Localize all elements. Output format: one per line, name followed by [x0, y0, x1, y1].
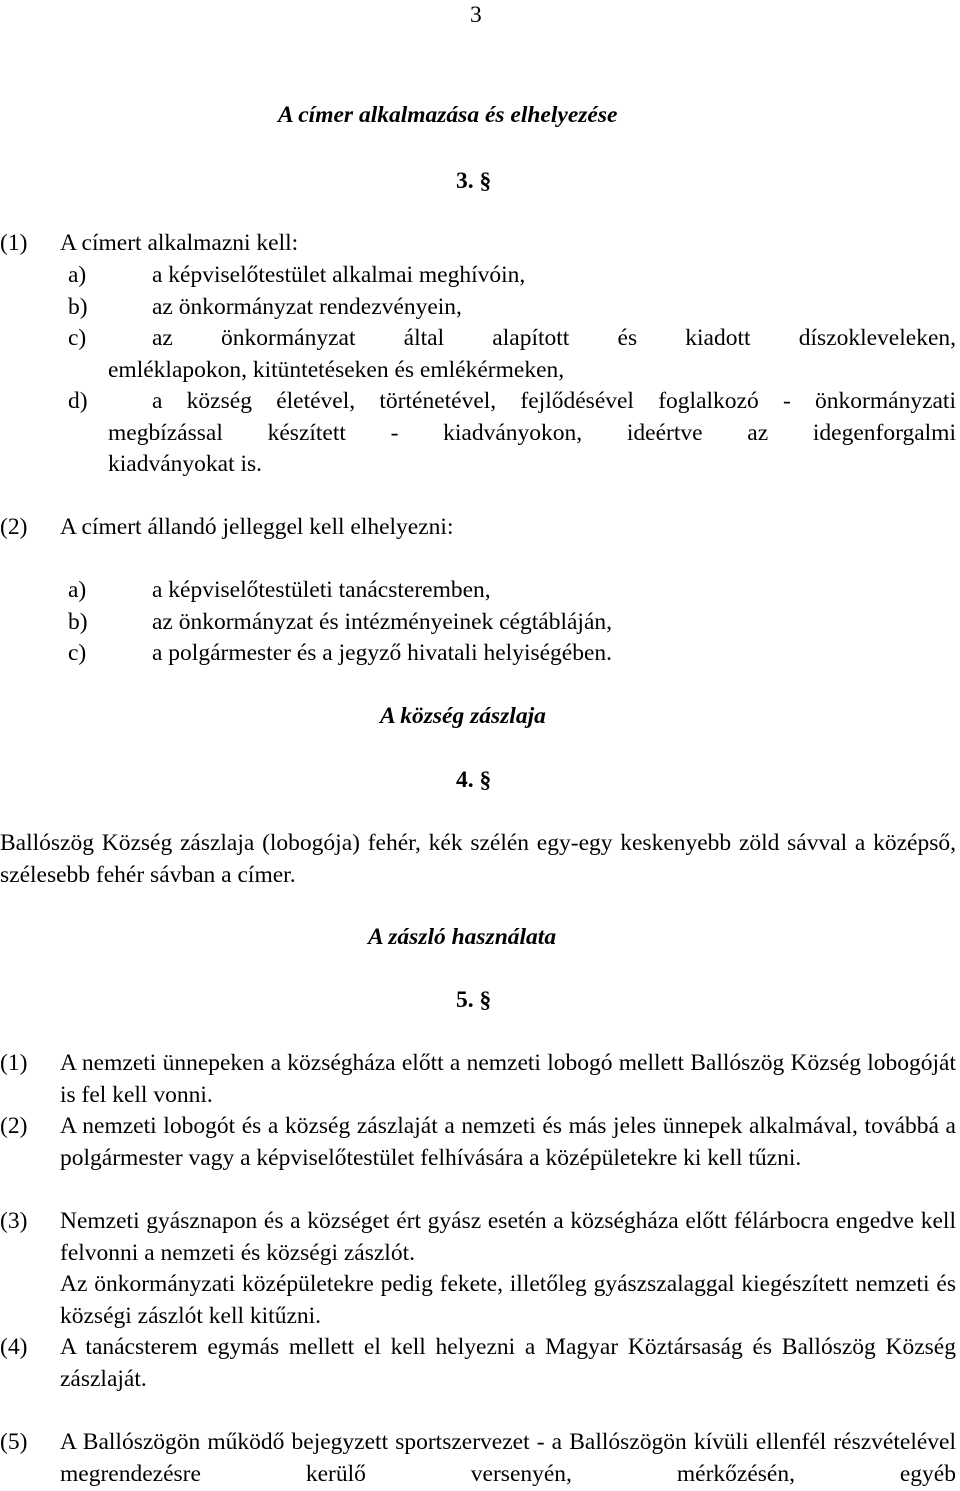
list-text-continuation: kiadványokat is. [108, 451, 263, 477]
heading-cimer: A címer alkalmazása és elhelyezése [278, 102, 618, 128]
paragraph-number: (4) [0, 1334, 28, 1360]
list-text: az önkormányzat által alapított és kiadott díszokleveleken, [152, 325, 956, 351]
list-letter: a) [68, 577, 87, 603]
list-text: az önkormányzat és intézményeinek cégtábláján, [152, 609, 612, 635]
section-5-title: 5. § [456, 987, 492, 1013]
paragraph-number: (2) [0, 1113, 28, 1139]
paragraph-number: (3) [0, 1208, 28, 1234]
paragraph-number: (1) [0, 1050, 28, 1076]
paragraph-number: (5) [0, 1429, 28, 1455]
paragraph-intro: A címert állandó jelleggel kell elhelyezni: [60, 514, 454, 540]
list-letter: d) [68, 388, 88, 414]
list-letter: b) [68, 294, 88, 320]
heading-zaszlo-hasznalata: A zászló használata [368, 924, 557, 950]
paragraph-number: (1) [0, 230, 28, 256]
list-letter: c) [68, 640, 87, 666]
list-text-continuation: megbízással készített - kiadványokon, ideértve az idegenforgalmi [108, 420, 956, 446]
list-text: a képviselőtestületi tanácsteremben, [152, 577, 491, 603]
list-letter: b) [68, 609, 88, 635]
paragraph-text: A nemzeti lobogót és a község zászlaját a nemzeti és más jeles ünnepek alkalmával, továbbá a polgármester vagy a képviselőtestület felhívására a középületekre ki kell tűzni. [60, 1113, 956, 1171]
section-3-title: 3. § [456, 168, 492, 194]
paragraph-text: A nemzeti ünnepeken a községháza előtt a nemzeti lobogó mellett Ballószög Község lobogóját is fel kell vonni. [60, 1050, 956, 1108]
page-number: 3 [470, 2, 482, 28]
list-text: a község életével, történetével, fejlődésével foglalkozó - önkormányzati [152, 388, 956, 414]
list-text: a képviselőtestület alkalmai meghívóin, [152, 262, 526, 288]
paragraph-text: A Ballószögön működő bejegyzett sportszervezet - a Ballószögön kívüli ellenfél részvételével megrendezésre kerülő versenyén, mérkőzésén, egyéb [60, 1429, 956, 1487]
section-4-text: Ballószög Község zászlaja (lobogója) fehér, kék szélén egy-egy keskenyebb zöld sávval a középső, szélesebb fehér sávban a címer. [0, 830, 956, 888]
heading-zaszlo: A község zászlaja [380, 703, 546, 729]
paragraph-text-extra: Az önkormányzati középületekre pedig fekete, illetőleg gyászszalaggal kiegészített nemzeti és községi zászlót kell kitűzni. [60, 1271, 956, 1329]
list-text: az önkormányzat rendezvényein, [152, 294, 462, 320]
paragraph-number: (2) [0, 514, 28, 540]
paragraph-text: A tanácsterem egymás mellett el kell helyezni a Magyar Köztársaság és Ballószög Község zászlaját. [60, 1334, 956, 1392]
list-letter: a) [68, 262, 87, 288]
list-text-continuation: emléklapokon, kitüntetéseken és emlékérmeken, [108, 357, 565, 383]
section-4-title: 4. § [456, 767, 492, 793]
list-letter: c) [68, 325, 87, 351]
paragraph-intro: A címert alkalmazni kell: [60, 230, 299, 256]
paragraph-text: Nemzeti gyásznapon és a községet ért gyász esetén a községháza előtt félárbocra engedve kell felvonni a nemzeti és községi zászlót. [60, 1208, 956, 1266]
list-text: a polgármester és a jegyző hivatali helyiségében. [152, 640, 613, 666]
